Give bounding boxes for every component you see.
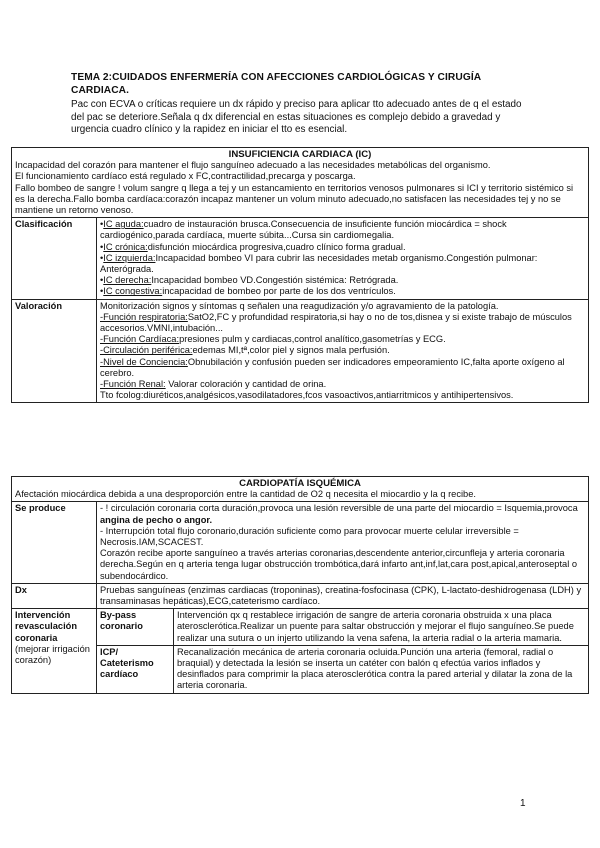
dx-label: Dx bbox=[12, 583, 97, 608]
ic-definition-line: Fallo bombeo de sangre ! volum sangre q llega a tej y un estancamiento en territorios venosos pulmonares si ICI y territorio sistémico si es la derecha.Fallo bomba cardíaca:corazón incapaz mantener un volum minuto adecuado,no satisfacen las necesidades tej y no se mantiene un retorno venoso. bbox=[15, 182, 574, 216]
dx-content: Pruebas sanguíneas (enzimas cardiacas (troponinas), creatina-fosfocinasa (CPK), L-lactato-deshidrogenasa (LDH) y transaminasas hepáticas),ECG,cateterismo cardíaco. bbox=[97, 583, 589, 608]
heart-failure-header-cell bbox=[12, 148, 589, 218]
clasificacion-content bbox=[97, 218, 589, 299]
seproduce-label: Se produce bbox=[12, 502, 97, 583]
clasificacion-item: •IC aguda:cuadro de instauración brusca.Consecuencia de insuficiente función miocárdica = shock cardiogénico,parada cardíaca, muerte súbita...Cursa sin cardiomegalia. bbox=[100, 219, 507, 241]
bypass-label: By-pass coronario bbox=[97, 609, 174, 646]
valoracion-item: -Función respiratoria:SatO2,FC y profundidad respiratoria,si hay o no de tos,disnea y si existe trabajo de músculos accesorios.VMNI,intubación... bbox=[100, 311, 572, 334]
seproduce-p3: Corazón recibe aporte sanguíneo a través arterias coronarias,descendente anterior,circunfleja y arteria coronaria derecha.Según en q arteria tenga lugar obstrucción trombótica,dará infarto ant,inf,lat,cara post,apical,anteroseptal o subendocárdico. bbox=[100, 548, 578, 581]
document-title: TEMA 2:CUIDADOS ENFERMERÍA CON AFECCIONES CARDIOLÓGICAS Y CIRUGÍA CARDIACA. bbox=[71, 72, 481, 96]
ischemic-header-cell bbox=[12, 477, 589, 502]
ci-definition: Afectación miocárdica debida a una desproporción entre la cantidad de O2 q necesita el miocardio y la q recibe. bbox=[15, 489, 476, 500]
bypass-content: Intervención qx q restablece irrigación de sangre de arteria coronaria obstruida x una placa aterosclerótica.Realizar un puente para saltar obstrucción y mejorar el flujo sanguíneo.Se puede realizar una sutura o un injerto utilizando la vena safena, la arteria radial o la arteria mamaria. bbox=[174, 609, 589, 646]
seproduce-content bbox=[97, 502, 589, 583]
valoracion-label: Valoración bbox=[12, 299, 97, 403]
heart-failure-table bbox=[11, 147, 589, 403]
seproduce-p1: - ! circulación coronaria corta duración,provoca una lesión reversible de una parte del miocardio = Isquemia,provoca angina de pecho o angor. bbox=[100, 503, 578, 525]
clasificacion-item: •IC crónica:disfunción miocárdica progresiva,cuadro clínico forma gradual. bbox=[100, 241, 406, 252]
intro-paragraph: Pac con ECVA o críticas requiere un dx rápido y preciso para aplicar tto adecuado antes de q el estado del pac se deteriore.Señala q dx diferencial en estas situaciones es complejo debido a gravedad y urgencia cuadro clínico y la rapidez en iniciar el tto es esencial. bbox=[71, 99, 522, 135]
clasificacion-item: •IC congestiva:incapacidad de bombeo por parte de los dos ventrículos. bbox=[100, 286, 396, 297]
heart-failure-heading: INSUFICIENCIA CARDIACA (IC) bbox=[228, 149, 372, 160]
ischemic-heading: CARDIOPATÍA ISQUÉMICA bbox=[239, 478, 361, 489]
ischemic-heart-table bbox=[11, 476, 589, 694]
ic-definition-line: El funcionamiento cardíaco está regulado x FC,contractilidad,precarga y poscarga. bbox=[15, 171, 356, 182]
valoracion-item: -Circulación periférica:edemas MI,tª,color piel y signos mala perfusión. bbox=[100, 345, 390, 356]
ic-definition-line: Incapacidad del corazón para mantener el flujo sanguíneo adecuado a las necesidades metabólicas del organismo. bbox=[15, 160, 491, 171]
clasificacion-item: •IC derecha:Incapacidad bombeo VD.Congestión sistémica: Retrógrada. bbox=[100, 275, 399, 286]
icp-label: ICP/ Cateterismo cardíaco bbox=[97, 645, 174, 693]
valoracion-item: -Función Cardíaca:presiones pulm y cardiacas,control analítico,gasometrías y ECG. bbox=[100, 334, 446, 345]
valoracion-lead: Monitorización signos y síntomas q señalen una reagudización y/o agravamiento de la patología. bbox=[100, 300, 499, 311]
clasificacion-item: •IC izquierda:Incapacidad bombeo VI para cubrir las necesidades metab organismo.Congestión pulmonar: Anterógrada. bbox=[100, 252, 538, 275]
intervencion-label-cell bbox=[12, 609, 97, 693]
valoracion-content bbox=[97, 299, 589, 403]
page-number: 1 bbox=[520, 798, 526, 809]
clasificacion-label: Clasificación bbox=[12, 218, 97, 299]
icp-content: Recanalización mecánica de arteria coronaria ocluida.Punción una arteria (femoral, radial o braquial) y detectada la lesión se inserta un catéter con balón q efectúa varios inflados y desinflados para comprimir la placa aterosclerótica contra la pared arterial y dilatar la zona de la arteria coronaria. bbox=[174, 645, 589, 693]
valoracion-item: -Función Renal: Valorar coloración y cantidad de orina. bbox=[100, 379, 327, 390]
intervencion-label: Intervención revasculación coronaria bbox=[15, 610, 78, 643]
seproduce-p2: - Interrupción total flujo coronario,duración suficiente como para provocar muerte celular irreversible = Necrosis.IAM,SCACEST. bbox=[100, 525, 519, 548]
intervencion-sublabel: (mejorar irrigación corazón) bbox=[15, 643, 90, 666]
valoracion-item: -Nivel de Conciencia:Obnubilación y confusión pueden ser indicadores empeoramiento IC,falta aporte oxígeno al cerebro. bbox=[100, 356, 565, 378]
valoracion-tail: Tto fcolog:diuréticos,analgésicos,vasodilatadores,fcos vasoactivos,antiarritmicos y antihipertensivos. bbox=[100, 390, 514, 401]
